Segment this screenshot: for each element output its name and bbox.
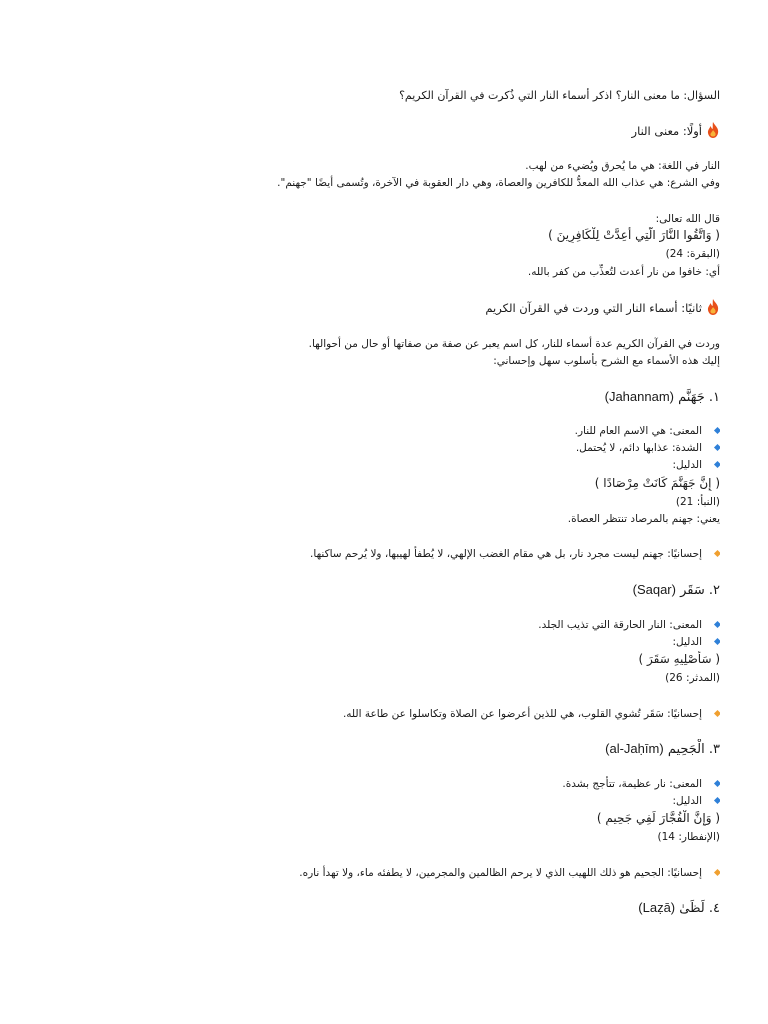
bullet-icon <box>714 869 720 876</box>
list-item: الدليل: <box>60 793 720 809</box>
verse-infitar: ( وَإِنَّ الْفُجَّارَ لَفِي جَحِيمٍ ) <box>596 811 720 825</box>
bullet-icon <box>714 621 720 628</box>
ihsani-item: إحسانيًا: سَقَر تُشوي القلوب، هي للذين أعرضوا عن الصلاة وتكاسلوا عن طاعة الله. <box>60 706 720 722</box>
list-item: المعنى: نار عظيمة، تتأجج بشدة. <box>60 776 720 792</box>
section1-heading <box>60 122 720 139</box>
name-title-latin: (al-Jaḥīm) <box>605 741 664 756</box>
ihsani-item: إحسانيًا: الجحيم هو ذلك اللهيب الذي لا يرحم الظالمين والمجرمين، لا يطفئه ماء، ولا تهدأ ناره. <box>60 865 720 881</box>
verse-naba: ( إِنَّ جَهَنَّمَ كَانَتْ مِرْصَادًا ) <box>594 476 720 490</box>
verse-meaning: أي: خافوا من نار أُعدت لتُعذِّب من كفر بالله. <box>527 266 720 278</box>
bullet-icon <box>714 444 720 451</box>
section2-heading <box>60 299 720 316</box>
verse-ref-infitar: (الإنفطار: 14) <box>657 831 720 843</box>
language-definition: النار في اللغة: هي ما يُحرق ويُضيء من لهب. <box>525 160 720 172</box>
list-item: المعنى: النار الحارقة التي تذيب الجلد. <box>60 617 720 633</box>
list-item: المعنى: هي الاسم العام للنار. <box>60 423 720 439</box>
bullet-icon <box>714 638 720 645</box>
bullet-icon <box>714 710 720 717</box>
name-heading-laza <box>60 898 720 919</box>
verse-ref-naba: (النبأ: 21) <box>675 496 720 508</box>
bullet-icon <box>714 780 720 787</box>
section2-heading-text: ثانيًا: أسماء النار التي وردت في القرآن الكريم <box>485 301 702 315</box>
bullet-icon <box>714 550 720 557</box>
question-line: السؤال: ما معنى النار؟ اذكر أسماء النار التي ذُكرت في القرآن الكريم؟ <box>399 89 720 102</box>
name-title-latin: (Saqar) <box>632 582 676 597</box>
sharia-definition: وفي الشرع: هي عذاب الله المعدُّ للكافرين والعصاة، وهي دار العقوبة في الآخرة، وتُسمى أيضًا "جهنم". <box>277 177 720 189</box>
verse-ref-baqarah: (البقرة: 24) <box>665 248 720 260</box>
verse-note-naba: يعني: جهنم بالمرصاد تنتظر العصاة. <box>567 513 720 525</box>
bullet-icon <box>714 427 720 434</box>
name-heading-jahannam <box>60 387 720 408</box>
name-title-latin: (Laẓā) <box>638 900 676 915</box>
fire-icon <box>706 122 720 138</box>
name-title-ar: ٤. لَظَىٰ <box>679 901 720 916</box>
section1-heading-text: أولًا: معنى النار <box>631 124 702 138</box>
ihsani-item: إحسانيًا: جهنم ليست مجرد نار، بل هي مقام الغضب الإلهي، لا يُطفأ لهيبها، ولا يُرحم ساكنها. <box>60 546 720 562</box>
section2-intro-2: إليك هذه الأسماء مع الشرح بأسلوب سهل وإحساني: <box>493 355 720 367</box>
name-heading-jahim <box>60 739 720 760</box>
name-title-ar: ٣. الْجَحِيم <box>667 742 720 757</box>
list-item: الشدة: عذابها دائم، لا يُحتمل. <box>60 440 720 456</box>
name-title-ar: ٢. سَقَر <box>680 583 720 598</box>
verse-ref-muddaththir: (المدثر: 26) <box>665 672 720 684</box>
name-title-latin: (Jahannam) <box>604 389 674 404</box>
list-item: الدليل: <box>60 634 720 650</box>
fire-icon <box>706 299 720 315</box>
quote-intro: قال الله تعالى: <box>655 213 720 225</box>
section2-intro-1: وردت في القرآن الكريم عدة أسماء للنار، كل اسم يعبر عن صفة من صفاتها أو حال من أحوالها. <box>308 338 720 350</box>
bullet-icon <box>714 461 720 468</box>
bullet-icon <box>714 797 720 804</box>
name-title-ar: ١. جَهَنَّم <box>678 390 720 405</box>
name-heading-saqar <box>60 580 720 601</box>
verse-baqarah: ( وَاتَّقُوا النَّارَ الَّتِي أُعِدَّتْ لِلْكَافِرِينَ ) <box>548 228 720 242</box>
list-item: الدليل: <box>60 457 720 473</box>
verse-muddaththir: ( سَأُصْلِيهِ سَقَرَ ) <box>638 652 720 666</box>
